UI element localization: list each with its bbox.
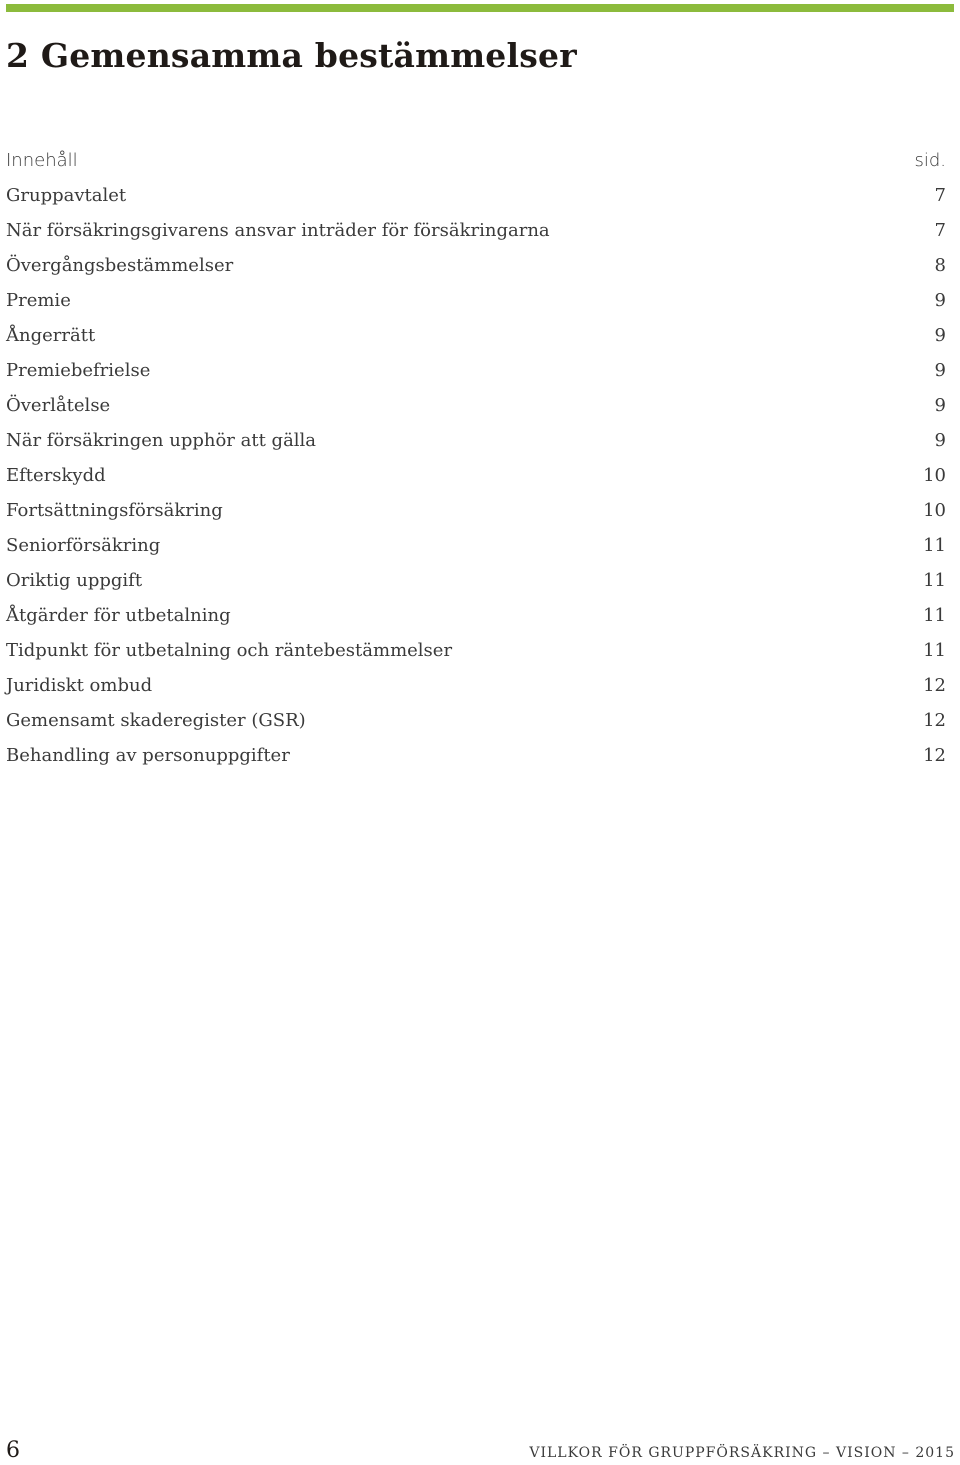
toc-entry[interactable] [6, 633, 946, 668]
toc-entry-page: 10 [923, 500, 946, 521]
toc-entry[interactable] [6, 318, 946, 353]
toc-entry-title: Övergångsbestämmelser [6, 255, 234, 276]
toc-entry-title: Seniorförsäkring [6, 535, 161, 556]
toc-entry-page: 10 [923, 465, 946, 486]
toc-entry[interactable] [6, 213, 946, 248]
table-of-contents [6, 143, 946, 773]
toc-entry-title: Juridiskt ombud [6, 675, 153, 696]
toc-entry-title: Oriktig uppgift [6, 570, 143, 591]
toc-entry[interactable] [6, 388, 946, 423]
toc-entry[interactable] [6, 598, 946, 633]
toc-entry[interactable] [6, 283, 946, 318]
toc-entry-page: 11 [923, 535, 946, 556]
toc-entry-page: 7 [934, 185, 946, 206]
toc-entry-title: Premiebefrielse [6, 360, 151, 381]
toc-entry-title: Behandling av personuppgifter [6, 745, 290, 766]
toc-entry[interactable] [6, 353, 946, 388]
toc-title: Innehåll [6, 150, 78, 171]
toc-entry[interactable] [6, 248, 946, 283]
toc-entry-page: 7 [934, 220, 946, 241]
toc-entry-page: 11 [923, 640, 946, 661]
toc-entry-page: 9 [934, 290, 946, 311]
toc-entries [6, 178, 946, 773]
toc-entry-page: 11 [923, 605, 946, 626]
toc-entry[interactable] [6, 703, 946, 738]
toc-entry-page: 9 [934, 325, 946, 346]
toc-entry-title: När försäkringen upphör att gälla [6, 430, 317, 451]
toc-entry-page: 12 [923, 675, 946, 696]
toc-entry[interactable] [6, 738, 946, 773]
toc-entry-page: 12 [923, 710, 946, 731]
toc-entry-page: 11 [923, 570, 946, 591]
toc-page-label: sid. [914, 150, 946, 171]
footer-text: VILLKOR FÖR GRUPPFÖRSÄKRING – VISION – 2015 [529, 1445, 955, 1461]
toc-entry-title: Gemensamt skaderegister (GSR) [6, 710, 306, 731]
toc-entry-page: 9 [934, 395, 946, 416]
toc-entry-title: Efterskydd [6, 465, 106, 486]
toc-entry[interactable] [6, 423, 946, 458]
toc-entry[interactable] [6, 458, 946, 493]
toc-entry-title: Fortsättningsförsäkring [6, 500, 223, 521]
toc-header [6, 143, 946, 178]
toc-entry[interactable] [6, 493, 946, 528]
toc-entry-page: 9 [934, 430, 946, 451]
toc-entry[interactable] [6, 668, 946, 703]
toc-entry[interactable] [6, 178, 946, 213]
toc-entry-title: Åtgärder för utbetalning [6, 605, 231, 626]
toc-entry-page: 8 [934, 255, 946, 276]
page-number: 6 [6, 1438, 20, 1463]
toc-entry-title: Ångerrätt [6, 325, 96, 346]
toc-entry-title: När försäkringsgivarens ansvar inträder för försäkringarna [6, 220, 550, 241]
toc-entry-title: Gruppavtalet [6, 185, 127, 206]
toc-entry[interactable] [6, 563, 946, 598]
toc-entry-title: Premie [6, 290, 71, 311]
accent-bar [6, 4, 954, 12]
toc-entry-title: Tidpunkt för utbetalning och räntebestämmelser [6, 640, 453, 661]
toc-entry[interactable] [6, 528, 946, 563]
toc-entry-title: Överlåtelse [6, 395, 111, 416]
toc-entry-page: 9 [934, 360, 946, 381]
chapter-title: 2 Gemensamma bestämmelser [6, 36, 577, 75]
toc-entry-page: 12 [923, 745, 946, 766]
